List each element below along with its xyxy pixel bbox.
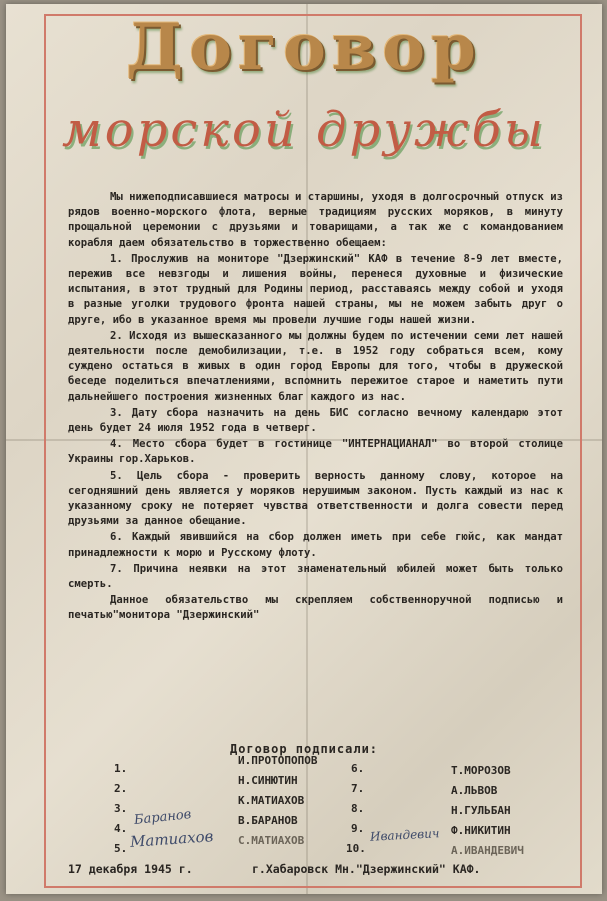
handwritten-signature: Ивандевич <box>369 826 440 844</box>
signatory-name: С.МАТИАХОВ <box>238 834 305 847</box>
signatory-number: 4. <box>114 822 128 835</box>
paragraph-1: 1. Прослужив на мониторе "Дзержинский" КАФ в течение 8-9 лет вместе, пережив все невзгоды и лишения войны, перенеся духовные и физические испытания, в этот трудный для Родины период, расставаясь между собой и уходя в разные уголки трудового фронта нашей страны, мы не можем забыть друг о друге, ибо в указанное время мы провели лучшие годы нашей жизни. <box>68 252 563 326</box>
signatory-number: 7. <box>351 782 365 795</box>
paragraph-5: 5. Цель сбора - проверить верность данному слову, которое на сегодняшний день является у моряков нерушимым законом. Пусть каждый из нас к указанному сроку не потеряет чувства ответственности и долга совести перед друзьями за данное обещание. <box>68 469 563 528</box>
document-title: Договор <box>126 10 482 85</box>
paragraph-6: 6. Каждый явившийся на сбор должен иметь при себе гюйс, как мандат принадлежности к морю и Русскому флоту. <box>68 531 563 559</box>
handwritten-signature: Баранов <box>133 807 192 828</box>
paragraph-3: 3. Дату сбора назначить на день БИС согласно вечному календарю этот день будет 24 июля 1952 года в четверг. <box>68 406 563 435</box>
paragraph-7: 7. Причина неявки на этот знаменательный юбилей может быть только смерть. <box>68 562 563 591</box>
signatory-number: 3. <box>114 802 128 815</box>
signatory-number: 8. <box>351 802 365 815</box>
paragraph-closing: Данное обязательство мы скрепляем собственноручной подписью и печатью"монитора "Дзержинский" <box>68 594 563 622</box>
document-subtitle: морской дружбы <box>62 102 546 158</box>
document-place: г.Хабаровск Мн."Дзержинский" КАФ. <box>252 862 481 876</box>
signatory-name: Н.ГУЛЬБАН <box>451 804 511 817</box>
paragraph-4: 4. Место сбора будет в гостинице "ИНТЕРНАЦИАНАЛ" во второй столице Украины гор.Харьков. <box>68 438 563 466</box>
signatures-heading: Договор подписали: <box>229 742 379 756</box>
document-paper <box>6 4 602 894</box>
signatory-name: Т.МОРОЗОВ <box>451 764 511 777</box>
handwritten-signature: Матиахов <box>129 827 214 851</box>
signatory-number: 10. <box>346 842 366 855</box>
signatory-name: К.МАТИАХОВ <box>238 794 305 807</box>
signatory-name: А.ЛЬВОВ <box>451 784 498 797</box>
signatory-number: 6. <box>351 762 365 775</box>
paragraph-2: 2. Исходя из вышесказанного мы должны будем по истечении семи лет нашей деятельности после демобилизации, т.е. в 1952 году собраться всем, кому суждено остаться в живых в один город Европы для того, чтобы в дружеской беседе поделиться впечатлениями, вспомнить пережитое старое и наметить пути дальнейшего построения жизненных благ каждого из нас. <box>68 329 563 403</box>
signatory-name: В.БАРАНОВ <box>238 814 298 827</box>
paragraph-intro: Мы нижеподписавшиеся матросы и старшины, уходя в долгосрочный отпуск из рядов военно-морского флота, верные традициям русских моряков, в минуту прощальной церемонии с друзьями и товарищами, а так же с командованием корабля даем обязательство в торжественно обещаем: <box>68 191 563 249</box>
signatory-number: 1. <box>114 762 128 775</box>
signatory-number: 9. <box>351 822 365 835</box>
document-date: 17 декабря 1945 г. <box>68 862 193 876</box>
signatory-number: 2. <box>114 782 128 795</box>
signatory-name: А.ИВАНДЕВИЧ <box>451 844 524 857</box>
signatory-name: Ф.НИКИТИН <box>451 824 511 837</box>
signatory-number: 5. <box>114 842 128 855</box>
document-body <box>68 190 563 624</box>
signatory-name: И.ПРОТОПОПОВ <box>238 754 318 767</box>
signatory-name: Н.СИНЮТИН <box>238 774 298 787</box>
